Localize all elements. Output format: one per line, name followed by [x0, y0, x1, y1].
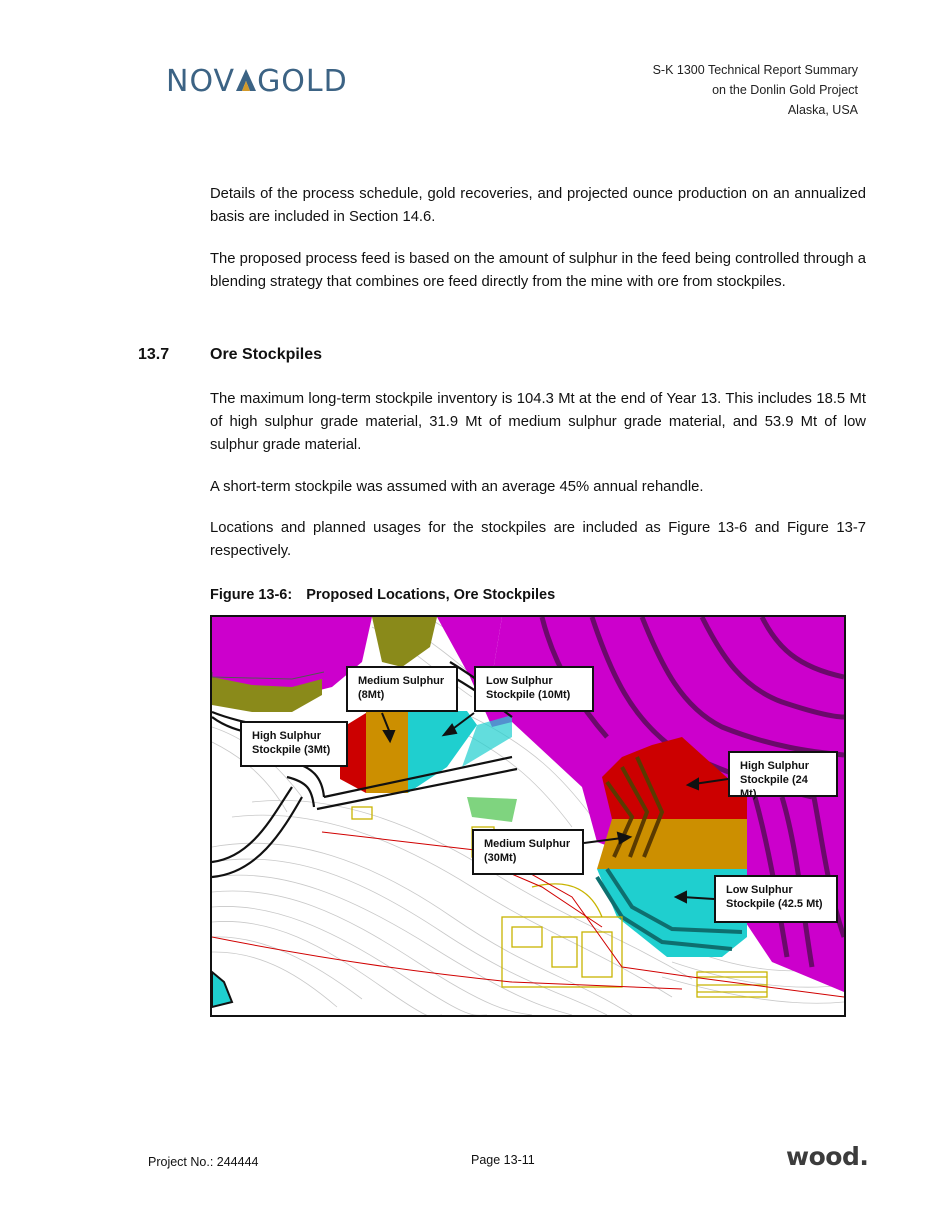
label-low-sulphur-10mt: Low Sulphur Stockpile (10Mt)	[474, 666, 594, 712]
wood-logo: wood.	[786, 1142, 869, 1171]
paragraph-short-term-stockpile: A short-term stockpile was assumed with an average 45% annual rehandle.	[210, 479, 704, 495]
label-high-sulphur-3mt: High Sulphur Stockpile (3Mt)	[240, 721, 348, 767]
label-medium-sulphur-8mt: Medium Sulphur (8Mt)	[346, 666, 458, 712]
project-number: Project No.: 244444	[148, 1155, 259, 1169]
figure-number: Figure 13-6:	[210, 587, 293, 603]
figure-caption	[210, 587, 555, 603]
report-title-line3: Alaska, USA	[787, 103, 858, 117]
label-high-sulphur-24mt: High Sulphur Stockpile (24 Mt)	[728, 751, 838, 797]
figure-title: Proposed Locations, Ore Stockpiles	[306, 587, 556, 603]
logo-text-a: NOV	[166, 64, 236, 99]
logo-a-icon	[235, 68, 257, 92]
logo-text-b: GOLD	[257, 64, 348, 99]
report-title-line2: on the Donlin Gold Project	[712, 83, 858, 97]
report-title-line1: S-K 1300 Technical Report Summary	[652, 63, 858, 77]
section-title: Ore Stockpiles	[210, 346, 323, 363]
stockpile-map	[210, 615, 846, 1017]
novagold-logo	[166, 64, 348, 99]
label-low-sulphur-42-5mt: Low Sulphur Stockpile (42.5 Mt)	[714, 875, 838, 923]
paragraph-process-feed: The proposed process feed is based on the amount of sulphur in the feed being controlled through a blending strategy that combines ore feed directly from the mine with ore from stockpiles.	[210, 251, 866, 290]
report-header	[653, 60, 858, 120]
paragraph-process-schedule: Details of the process schedule, gold recoveries, and projected ounce production on an annualized basis are included in Section 14.6.	[210, 186, 866, 225]
section-number: 13.7	[138, 346, 170, 363]
page-number: Page 13-11	[471, 1153, 535, 1167]
label-medium-sulphur-30mt: Medium Sulphur (30Mt)	[472, 829, 584, 875]
paragraph-stockpile-inventory: The maximum long-term stockpile inventory is 104.3 Mt at the end of Year 13. This includes 18.5 Mt of high sulphur grade material, 31.9 Mt of medium sulphur grade material, and 53.9 Mt of low sulphur grade material.	[210, 391, 866, 453]
paragraph-locations: Locations and planned usages for the stockpiles are included as Figure 13-6 and Figure 13-7 respectively.	[210, 520, 866, 559]
